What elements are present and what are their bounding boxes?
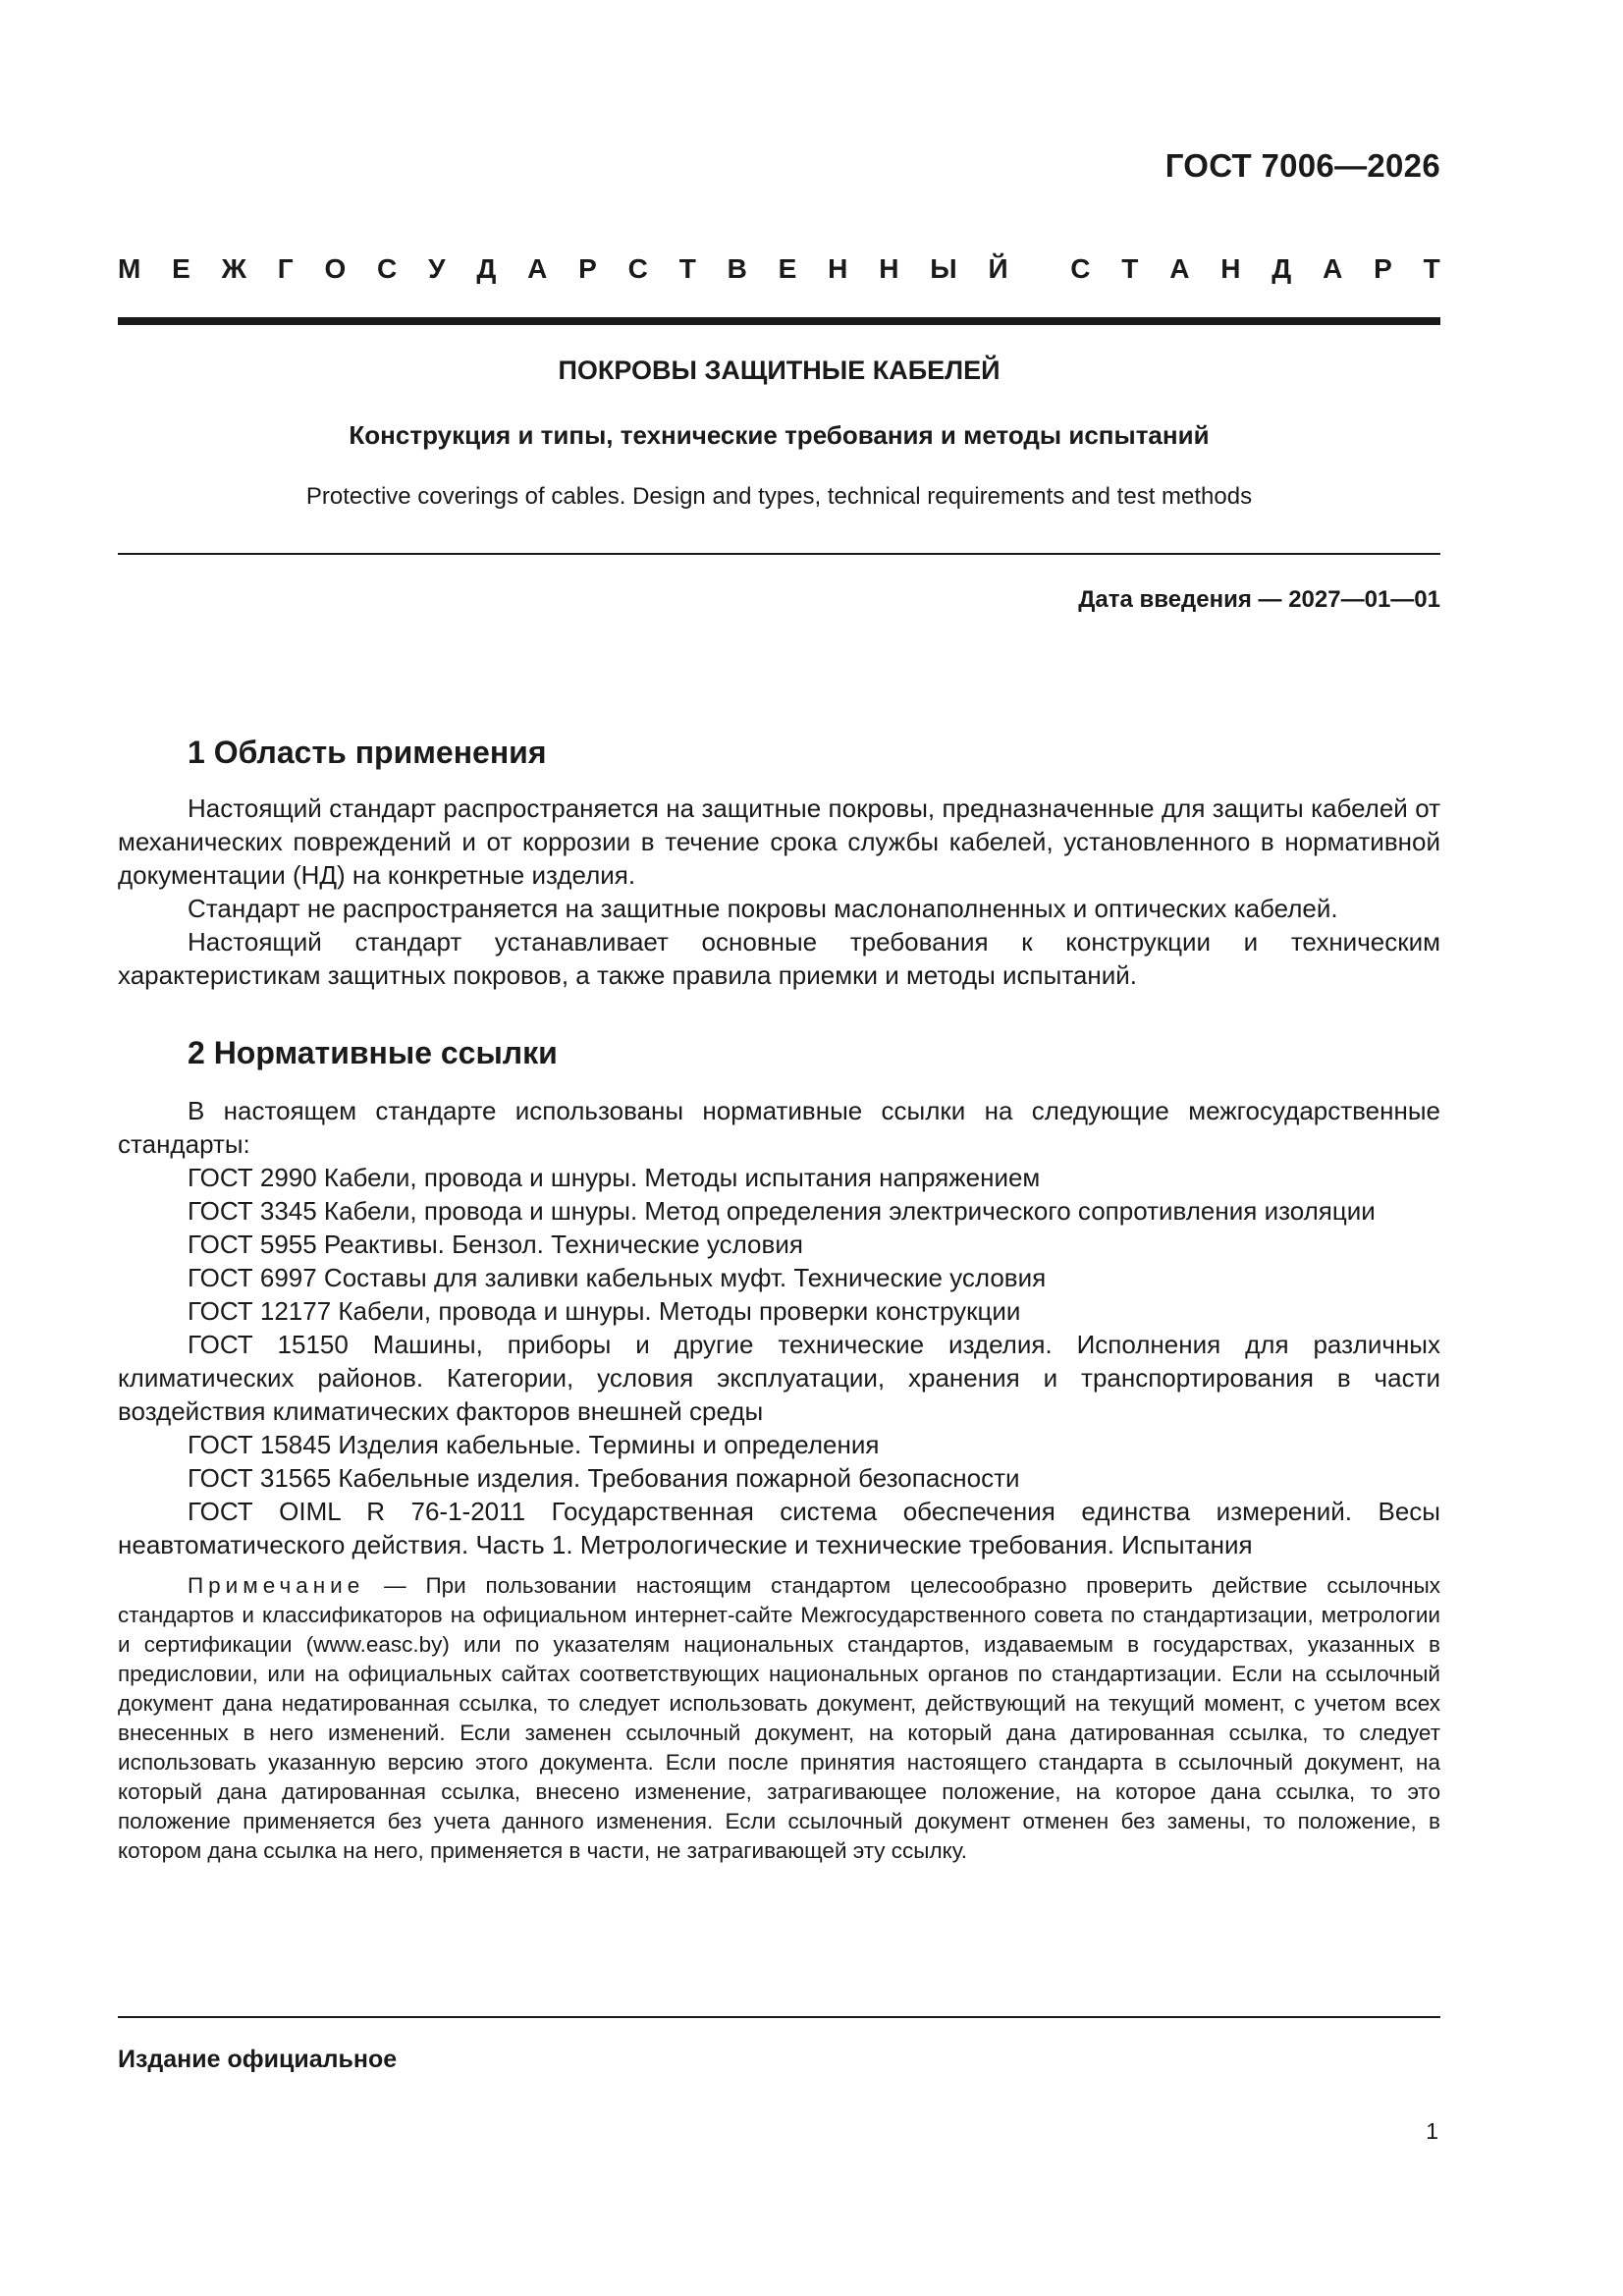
header-thick-divider	[118, 317, 1440, 325]
banner-letter: С	[1070, 253, 1091, 284]
list-item: ГОСТ 5955 Реактивы. Бензол. Технические условия	[188, 1230, 803, 1259]
section-heading: 2 Нормативные ссылки	[188, 1035, 558, 1070]
paragraph: Настоящий стандарт распространяется на защитные покровы, предназначенные для защиты кабелей от механических повреждений и от коррозии в течение срока службы кабелей, установленного в нормативной документации (НД) на конкретные изделия.	[118, 793, 1440, 890]
banner-letter: Т	[1121, 253, 1139, 284]
paragraph: Настоящий стандарт устанавливает основные требования к конструкции и техническим характеристикам защитных покровов, а также правила приемки и методы испытаний.	[118, 927, 1440, 990]
banner-letter: Н	[1220, 253, 1241, 284]
section-normative-references	[118, 1031, 1440, 1866]
section-scope	[118, 731, 1440, 992]
banner-letter: Ы	[930, 253, 957, 284]
banner-letter: Р	[1374, 253, 1392, 284]
list-item: ГОСТ 2990 Кабели, провода и шнуры. Методы испытания напряжением	[188, 1163, 1041, 1192]
banner-letter: У	[428, 253, 446, 284]
banner-letter: Т	[1423, 253, 1440, 284]
banner-letter: Й	[988, 253, 1008, 284]
standard-number: ГОСТ 7006—2026	[1164, 147, 1440, 184]
section-heading: 1 Область применения	[188, 735, 547, 770]
banner-letter: Е	[172, 253, 190, 284]
document-subtitle: Конструкция и типы, технические требования и методы испытаний	[349, 420, 1210, 450]
banner-letter: Е	[778, 253, 797, 284]
list-item: ГОСТ 3345 Кабели, провода и шнуры. Метод определения электрического сопротивления изоляции	[188, 1196, 1376, 1226]
list-item: ГОСТ 31565 Кабельные изделия. Требования пожарной безопасности	[188, 1463, 1020, 1493]
banner-letter: А	[527, 253, 548, 284]
introduction-date: Дата введения — 2027—01—01	[1078, 586, 1440, 613]
interstate-standard-banner	[118, 253, 1440, 285]
reference-list	[118, 1161, 1440, 1561]
banner-letter: Д	[1271, 253, 1292, 284]
document-title: ПОКРОВЫ ЗАЩИТНЫЕ КАБЕЛЕЙ	[558, 355, 1001, 385]
document-title-english: Protective coverings of cables. Design and types, technical requirements and test methods	[305, 483, 1253, 510]
banner-letter: Н	[879, 253, 899, 284]
banner-letter: Р	[578, 253, 597, 284]
banner-letter: В	[727, 253, 747, 284]
page-number: 1	[1426, 2118, 1438, 2144]
list-item: ГОСТ 12177 Кабели, провода и шнуры. Методы проверки конструкции	[188, 1296, 1021, 1326]
official-edition-label: Издание официальное	[118, 2046, 398, 2073]
list-item: ГОСТ 15150 Машины, приборы и другие технические изделия. Исполнения для различных климатических районов. Категории, условия эксплуатации, хранения и транспортирования в части воздействия климатических факторов внешней среды	[118, 1330, 1440, 1426]
banner-letter: С	[377, 253, 398, 284]
paragraph: В настоящем стандарте использованы нормативные ссылки на следующие межгосударственные стандарты:	[118, 1096, 1440, 1159]
banner-letter: Г	[277, 253, 294, 284]
list-item: ГОСТ OIML R 76-1-2011 Государственная система обеспечения единства измерений. Весы неавтоматического действия. Часть 1. Метрологические и технические требования. Испытания	[118, 1497, 1440, 1559]
banner-letter: О	[324, 253, 347, 284]
note	[118, 1571, 1440, 1866]
note-label: Примечание	[188, 1573, 365, 1598]
title-divider	[118, 553, 1440, 555]
list-item: ГОСТ 6997 Составы для заливки кабельных муфт. Технические условия	[188, 1263, 1047, 1292]
banner-letter: С	[627, 253, 648, 284]
note-text: — При пользовании настоящим стандартом целесообразно проверить действие ссылочных стандартов и классификаторов на официальном интернет-сайте Межгосударственного совета по стандартизации, метрологии и сертификации (www.easc.by) или по указателям национальных стандартов, издаваемым в государствах, указанных в предисловии, или на официальных сайтах соответствующих национальных органов по стандартизации. Если на ссылочный документ дана недатированная ссылка, то следует использовать документ, действующий на текущий момент, с учетом всех внесенных в него изменений. Если заменен ссылочный документ, на который дана датированная ссылка, то следует использовать указанную версию этого документа. Если после принятия настоящего стандарта в ссылочный документ, на который дана датированная ссылка, внесено изменение, затрагивающее положение, на которое дана ссылка, то это положение применяется без учета данного изменения. Если ссылочный документ отменен без замены, то положение, в котором дана ссылка на него, применяется в части, не затрагивающей эту ссылку.	[118, 1573, 1440, 1863]
banner-letter: А	[1169, 253, 1190, 284]
banner-letter: Н	[828, 253, 848, 284]
footer-divider	[118, 2016, 1440, 2018]
banner-letter: Т	[678, 253, 696, 284]
paragraph: Стандарт не распространяется на защитные покровы маслонаполненных и оптических кабелей.	[188, 894, 1338, 923]
banner-letter: Д	[476, 253, 497, 284]
list-item: ГОСТ 15845 Изделия кабельные. Термины и определения	[188, 1430, 880, 1459]
banner-letter: М	[118, 253, 141, 284]
banner-letter: Ж	[221, 253, 246, 284]
banner-letter: А	[1323, 253, 1343, 284]
